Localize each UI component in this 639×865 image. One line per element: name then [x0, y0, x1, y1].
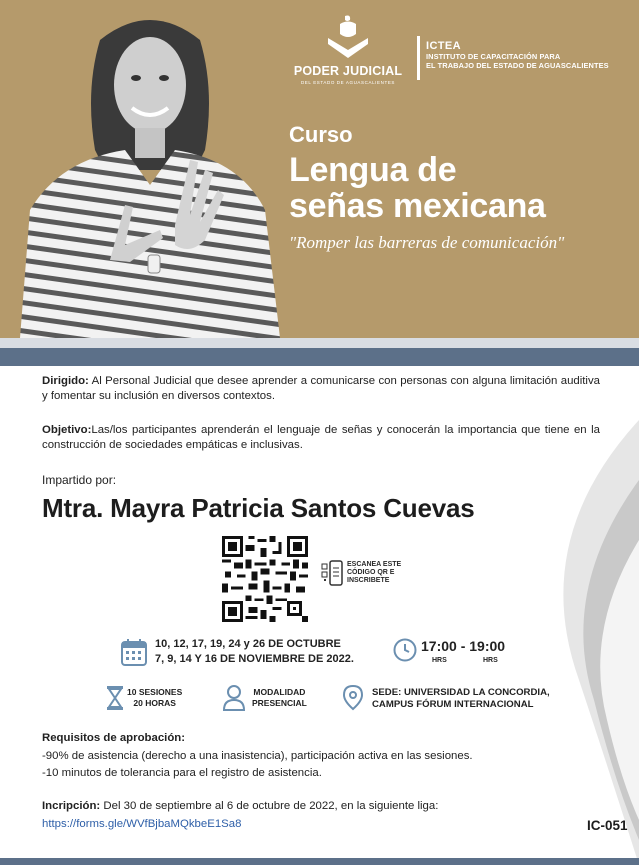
course-venue-line-1: SEDE: UNIVERSIDAD LA CONCORDIA,: [372, 687, 550, 698]
course-label: Curso: [289, 122, 353, 147]
course-dates-line-2: 7, 9, 14 Y 16 DE NOVIEMBRE DE 2022.: [155, 653, 354, 665]
dirigido-paragraph: [42, 374, 600, 404]
scan-qr-callout: [321, 560, 401, 586]
bottom-stripe: [0, 858, 639, 865]
time-unit-end: HRS: [483, 657, 498, 664]
poder-judicial-subtitle: DEL ESTADO DE AGUASCALIENTES: [300, 80, 396, 85]
course-sessions: [127, 687, 182, 709]
ictea-name: ICTEA: [426, 40, 461, 52]
registration-link[interactable]: https://forms.gle/WVfBjbaMQkbeE1Sa8: [42, 818, 242, 830]
course-dates-line-1: 10, 12, 17, 19, 24 y 26 DE OCTUBRE: [155, 638, 341, 650]
requirement-item-1: -90% de asistencia (derecho a una inasistencia), participación activa en las sesiones.: [42, 750, 473, 762]
time-unit-start: HRS: [432, 657, 447, 664]
course-venue-line-2: CAMPUS FÓRUM INTERNACIONAL: [372, 699, 534, 710]
header-banner: [0, 0, 639, 338]
requirement-item-2: -10 minutos de tolerancia para el registro de asistencia.: [42, 767, 322, 779]
course-code: IC-051: [587, 818, 628, 833]
hourglass-icon: [106, 685, 124, 711]
clock-icon: [393, 638, 417, 662]
objetivo-label: Objetivo:: [42, 424, 92, 436]
qr-code[interactable]: [222, 536, 308, 622]
course-venue: [372, 687, 550, 711]
course-title-line-1: Lengua de: [289, 151, 457, 189]
scan-qr-line-2: CÓDIGO QR E: [347, 569, 395, 576]
registration-label: Incripción:: [42, 800, 101, 812]
scan-qr-text: [347, 561, 401, 585]
impartido-label: Impartido por:: [42, 473, 117, 487]
requirements-title: Requisitos de aprobación:: [42, 732, 186, 744]
ictea-logo: [426, 40, 609, 70]
course-dates: [155, 637, 354, 667]
course-title-line-2: señas mexicana: [289, 187, 546, 225]
objetivo-text: Las/los participantes aprenderán el lenguaje de señas y conocerán la importancia que tiene en la construcción de sociedades empáticas e inclusivas.: [42, 424, 600, 451]
divider-stripe-dark: [0, 348, 639, 366]
phone-qr-icon: [321, 560, 343, 586]
course-modality-value: PRESENCIAL: [252, 698, 307, 708]
dirigido-label: Dirigido:: [42, 375, 89, 387]
speaker-name: Mtra. Mayra Patricia Santos Cuevas: [42, 493, 475, 523]
location-pin-icon: [343, 685, 363, 711]
objetivo-paragraph: [42, 423, 600, 453]
course-hours-count: 20 HORAS: [133, 698, 176, 708]
poder-judicial-logo: [288, 14, 408, 85]
dirigido-text: Al Personal Judicial que desee aprender a comunicarse con personas con alguna limitación auditiva y fomentar su inclusión en diversos contextos.: [42, 375, 600, 402]
decorative-swoosh: [489, 420, 639, 865]
ictea-line-1: INSTITUTO DE CAPACITACIÓN PARA: [426, 52, 561, 61]
ictea-line-2: EL TRABAJO DEL ESTADO DE AGUASCALIENTES: [426, 61, 609, 70]
poder-judicial-title: PODER JUDICIAL: [293, 64, 403, 78]
person-icon: [222, 685, 246, 711]
scan-qr-line-3: INSCRIBETE: [347, 577, 390, 584]
registration-info: [42, 800, 438, 812]
course-sessions-count: 10 SESIONES: [127, 687, 183, 697]
course-modality-label: MODALIDAD: [253, 687, 306, 697]
ictea-divider: [417, 36, 420, 80]
course-time: 17:00 - 19:00: [421, 638, 506, 654]
poder-judicial-emblem-icon: [325, 14, 371, 62]
course-title: [289, 152, 546, 224]
scan-qr-line-1: ESCANEA ESTE: [347, 561, 402, 568]
registration-text: Del 30 de septiembre al 6 de octubre de 2022, en la siguiente liga:: [100, 800, 439, 812]
calendar-icon: [121, 638, 147, 666]
course-modality: [252, 687, 307, 709]
divider-stripe-light: [0, 338, 639, 348]
woman-signing-photo: [0, 0, 300, 338]
course-slogan: "Romper las barreras de comunicación": [289, 233, 565, 252]
